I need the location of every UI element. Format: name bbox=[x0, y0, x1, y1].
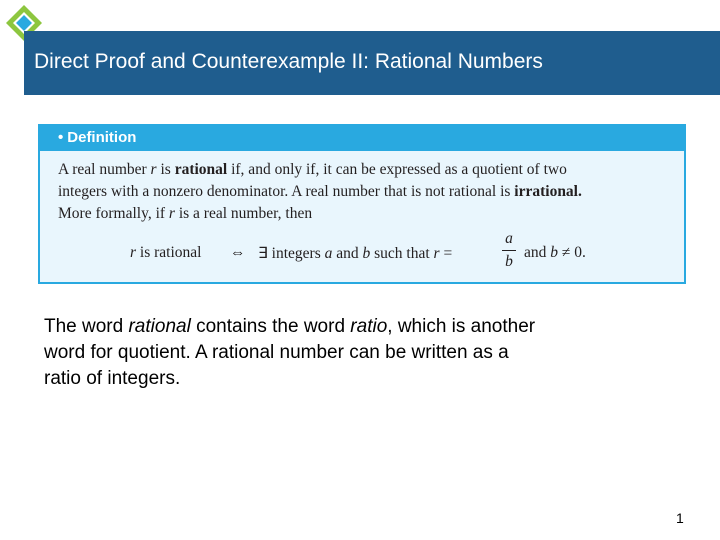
definition-box bbox=[38, 124, 686, 284]
fraction-a-over-b: a b bbox=[502, 230, 516, 271]
body-paragraph bbox=[44, 314, 684, 392]
body-line-1: The word rational contains the word ratio, which is another bbox=[44, 316, 536, 337]
rational-formula: r is rational ⇔ ∃ integers a and b such that r = a b and b ≠ 0. bbox=[130, 230, 586, 270]
definition-header-label: Definition bbox=[67, 129, 137, 146]
definition-line-1: A real number r is rational if, and only if, it can be expressed as a quotient of two bbox=[58, 161, 567, 178]
definition-body bbox=[58, 159, 678, 225]
body-line-2: word for quotient. A rational number can be written as a bbox=[44, 342, 509, 363]
iff-symbol: ⇔ bbox=[230, 244, 246, 261]
body-line-3: ratio of integers. bbox=[44, 368, 181, 389]
title-bar bbox=[24, 31, 720, 95]
definition-bullet: • bbox=[58, 129, 64, 146]
definition-line-3: More formally, if r is a real number, then bbox=[58, 205, 313, 222]
definition-header bbox=[40, 126, 684, 151]
definition-line-2: integers with a nonzero denominator. A real number that is not rational is irrational. bbox=[58, 183, 582, 200]
page-number: 1 bbox=[676, 510, 684, 526]
slide-title: Direct Proof and Counterexample II: Rational Numbers bbox=[34, 50, 543, 73]
